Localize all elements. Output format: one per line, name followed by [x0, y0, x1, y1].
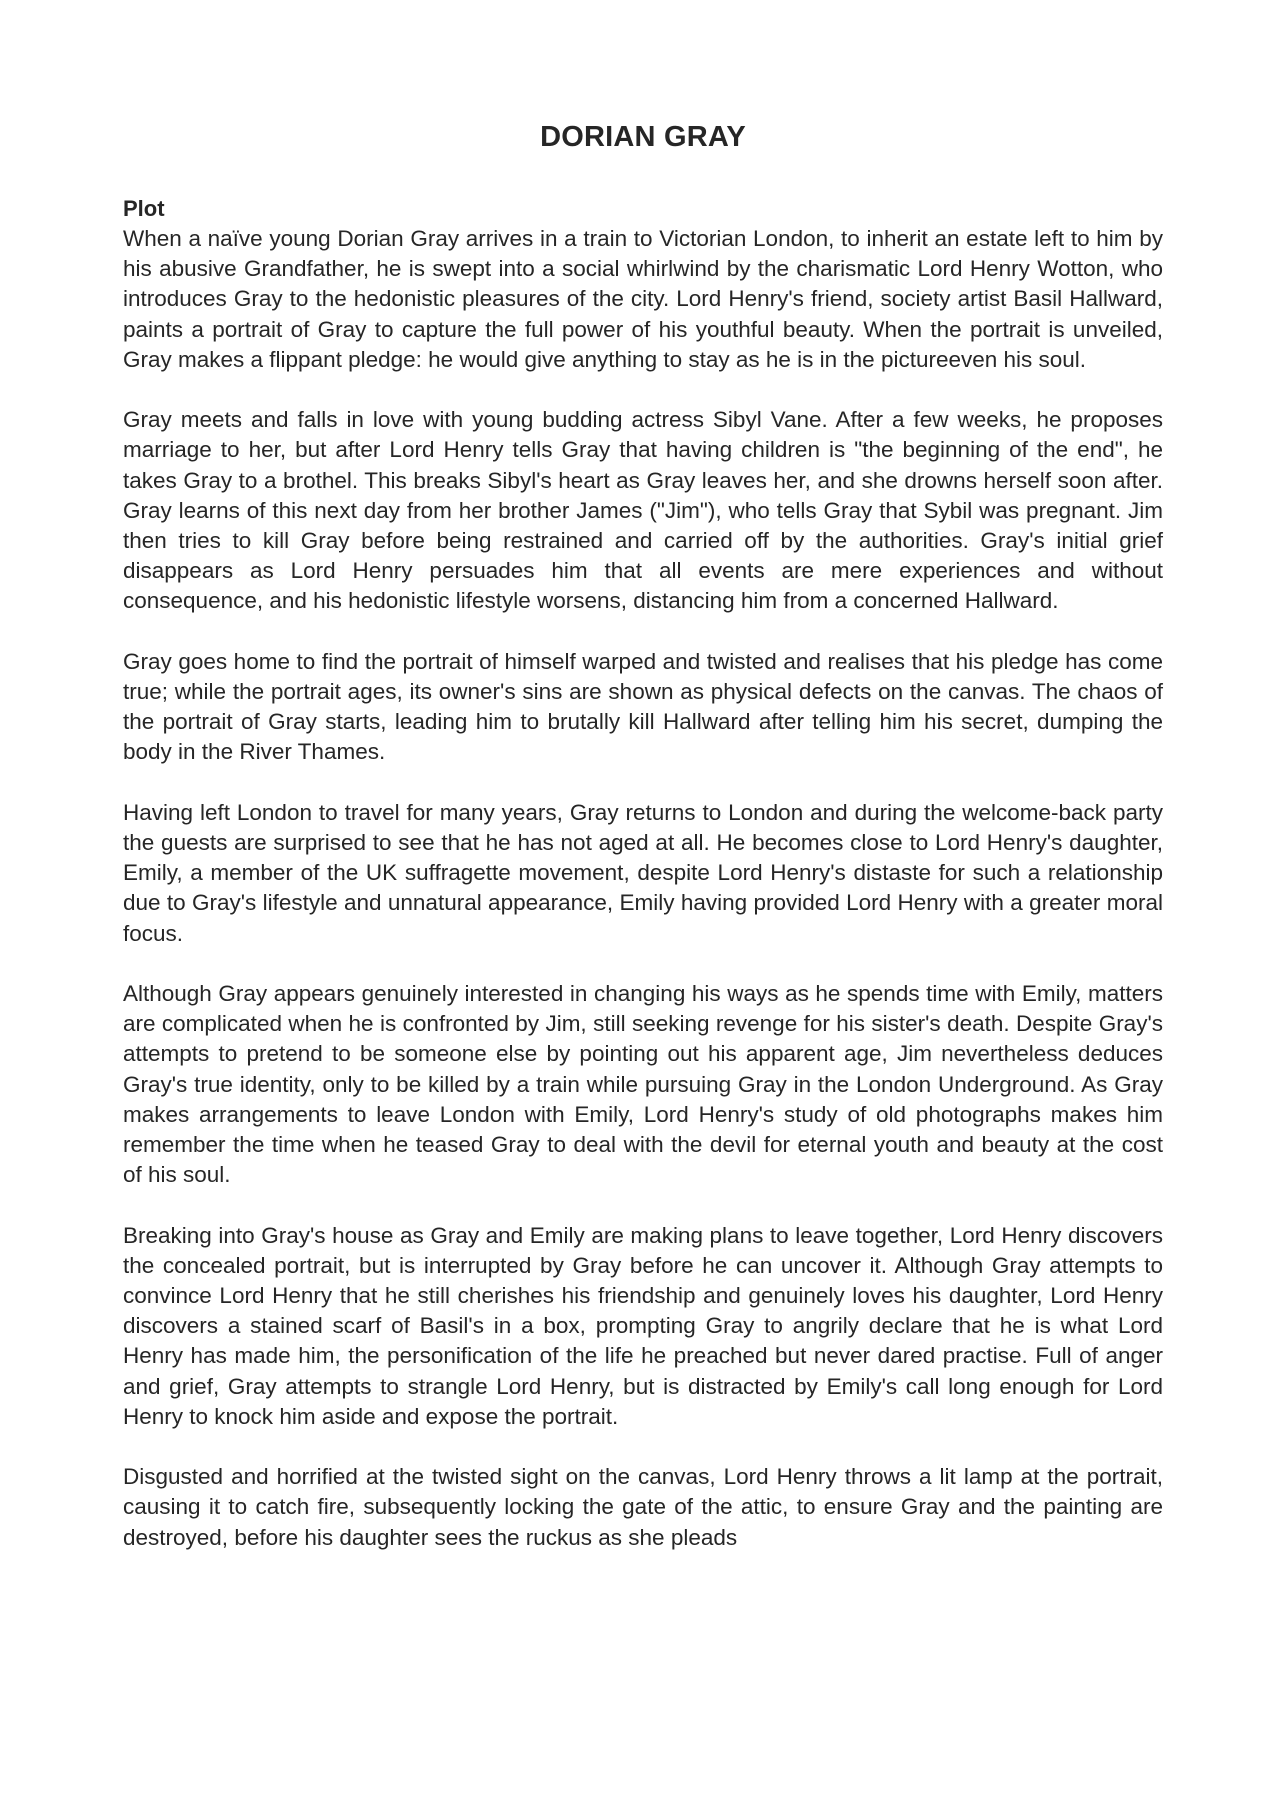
document-page — [123, 118, 1163, 1583]
paragraph: Gray goes home to find the portrait of himself warped and twisted and realises that his pledge has come true; while the portrait ages, its owner's sins are shown as physical defects on the canvas. The chaos of the portrait of Gray starts, leading him to brutally kill Hallward after telling him his secret, dumping the body in the River Thames. — [123, 648, 1163, 765]
paragraph: Disgusted and horrified at the twisted sight on the canvas, Lord Henry throws a lit lamp at the portrait, causing it to catch fire, subsequently locking the gate of the attic, to ensure Gray and the painting are destroyed, before his daughter sees the ruckus as she pleads — [123, 1464, 1163, 1550]
paragraph: Gray meets and falls in love with young budding actress Sibyl Vane. After a few weeks, he proposes marriage to her, but after Lord Henry tells Gray that having children is "the beginning of the end", he takes Gray to a brothel. This breaks Sibyl's heart as Gray leaves her, and she drowns herself soon after. Gray learns of this next day from her brother James ("Jim"), who tells Gray that Sybil was pregnant. Jim then tries to kill Gray before being restrained and carried off by the authorities. Gray's initial grief disappears as Lord Henry persuades him that all events are mere experiences and without consequence, and his hedonistic lifestyle worsens, distancing him from a concerned Hallward. — [123, 407, 1163, 614]
section-heading-plot: Plot — [123, 196, 165, 221]
paragraph: Although Gray appears genuinely interested in changing his ways as he spends time with Emily, matters are complicated when he is confronted by Jim, still seeking revenge for his sister's death. Despite Gray's attempts to pretend to be someone else by pointing out his apparent age, Jim nevertheless deduces Gray's true identity, only to be killed by a train while pursuing Gray in the London Underground. As Gray makes arrangements to leave London with Emily, Lord Henry's study of old photographs makes him remember the time when he teased Gray to deal with the devil for eternal youth and beauty at the cost of his soul. — [123, 981, 1163, 1188]
document-title: DORIAN GRAY — [540, 121, 746, 153]
paragraph: Having left London to travel for many years, Gray returns to London and during the welcome-back party the guests are surprised to see that he has not aged at all. He becomes close to Lord Henry's daughter, Emily, a member of the UK suffragette movement, despite Lord Henry's distaste for such a relationship due to Gray's lifestyle and unnatural appearance, Emily having provided Lord Henry with a greater moral focus. — [123, 799, 1163, 946]
paragraph: Breaking into Gray's house as Gray and Emily are making plans to leave together, Lord Henry discovers the concealed portrait, but is interrupted by Gray before he can uncover it. Although Gray attempts to convince Lord Henry that he still cherishes his friendship and genuinely loves his daughter, Lord Henry discovers a stained scarf of Basil's in a box, prompting Gray to angrily declare that he is what Lord Henry has made him, the personification of the life he preached but never dared practise. Full of anger and grief, Gray attempts to strangle Lord Henry, but is distracted by Emily's call long enough for Lord Henry to knock him aside and expose the portrait. — [123, 1222, 1163, 1429]
paragraph: When a naïve young Dorian Gray arrives in a train to Victorian London, to inherit an estate left to him by his abusive Grandfather, he is swept into a social whirlwind by the charismatic Lord Henry Wotton, who introduces Gray to the hedonistic pleasures of the city. Lord Henry's friend, society artist Basil Hallward, paints a portrait of Gray to capture the full power of his youthful beauty. When the portrait is unveiled, Gray makes a flippant pledge: he would give anything to stay as he is in the pictureeven his soul. — [123, 226, 1163, 372]
